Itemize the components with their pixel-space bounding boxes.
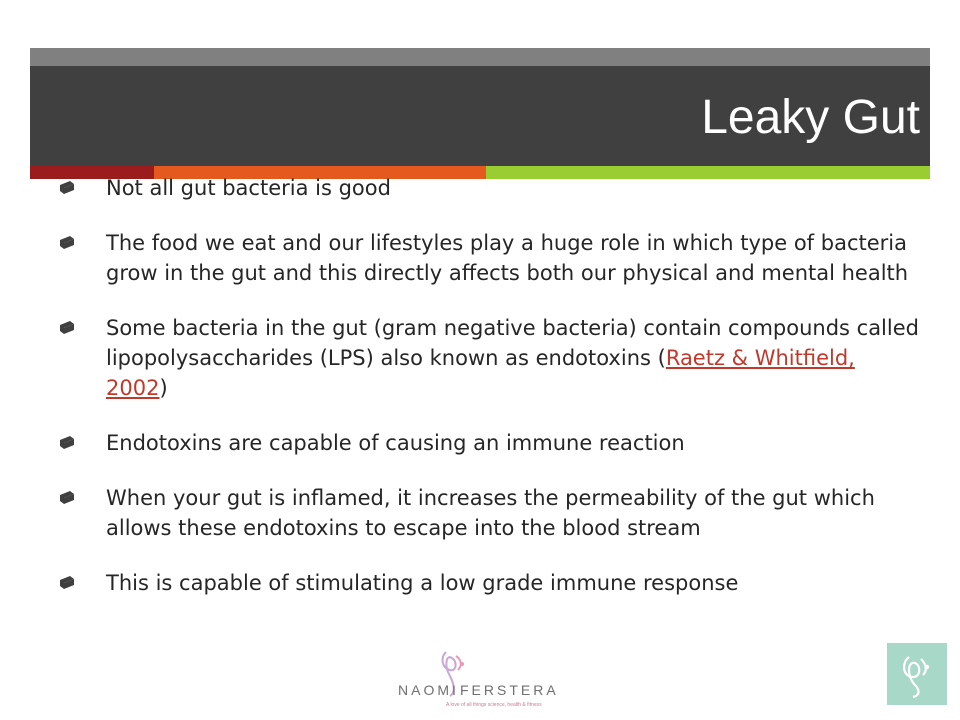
- book-arrow-icon: [58, 319, 76, 337]
- bullet-list: [55, 173, 920, 598]
- monogram-icon: [887, 643, 947, 705]
- book-arrow-icon: [58, 179, 76, 197]
- book-arrow-icon: [58, 489, 76, 507]
- bullet-text-before: Some bacteria in the gut (gram negative bacteria) contain compounds called lipopolysaccharides (LPS) also known as endotoxins (: [106, 316, 919, 370]
- book-arrow-icon: [58, 434, 76, 452]
- bullet-item: [55, 428, 920, 458]
- bullet-item: [55, 228, 920, 288]
- bullet-item: [55, 313, 920, 403]
- bullet-text: Endotoxins are capable of causing an immune reaction: [106, 431, 685, 455]
- slide-title: Leaky Gut: [701, 91, 920, 144]
- brand-logo: [384, 648, 574, 710]
- corner-logo: [887, 643, 947, 705]
- bullet-text: When your gut is inflamed, it increases the permeability of the gut which allows these endotoxins to escape into the blood stream: [106, 486, 875, 540]
- bullet-item: [55, 568, 920, 598]
- brand-tagline: A love of all things science, health & fitness: [446, 702, 542, 708]
- header-top-strip: [30, 48, 930, 66]
- bullet-text: The food we eat and our lifestyles play a huge role in which type of bacteria grow in the gut and this directly affects both our physical and mental health: [106, 231, 909, 285]
- bullet-text: Not all gut bacteria is good: [106, 176, 391, 200]
- citation-link[interactable]: Raetz & Whitfield, 2002: [106, 346, 855, 400]
- brand-name-last: FERSTERA: [460, 682, 559, 698]
- bullet-text: This is capable of stimulating a low grade immune response: [106, 571, 739, 595]
- bullet-item: [55, 173, 920, 203]
- bullet-text-after: ): [159, 376, 168, 400]
- book-arrow-icon: [58, 574, 76, 592]
- book-arrow-icon: [58, 234, 76, 252]
- bullet-item: [55, 483, 920, 543]
- brand-name-first: NAOMI: [398, 682, 459, 698]
